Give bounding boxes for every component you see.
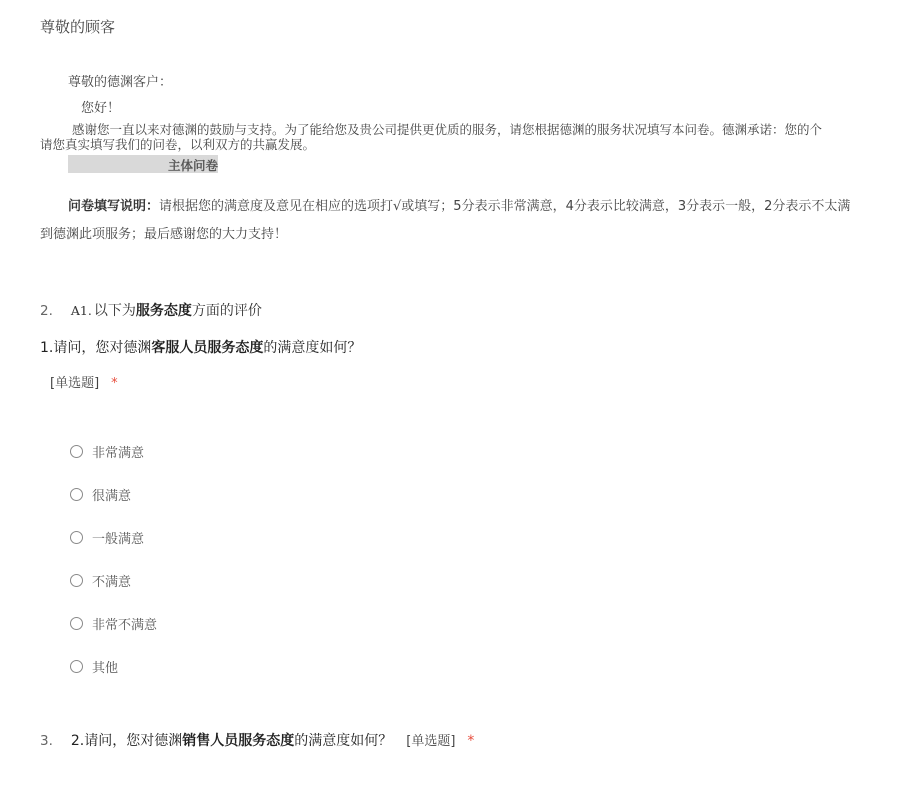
option-label: 很满意 (92, 488, 132, 504)
section-number: 2. (40, 303, 53, 319)
main-questionnaire-label: 主体问卷 (167, 158, 218, 173)
required-star: * (467, 733, 475, 749)
option-dissatisfied[interactable] (70, 570, 131, 590)
section-prefix: 以下为 (93, 303, 136, 319)
question-1-prefix: 1.请问，您对德渊 (40, 340, 152, 356)
page-title: 尊敬的顾客 (40, 18, 116, 36)
section-code: A1. (70, 303, 92, 318)
instructions-line-2: 到德渊此项服务；最后感谢您的大力支持！ (40, 227, 288, 242)
option-very-dissatisfied[interactable] (70, 613, 157, 633)
question-2-title (40, 730, 474, 750)
question-1-suffix: 的满意度如何？ (263, 340, 362, 356)
option-label: 不满意 (92, 574, 132, 590)
intro-paragraph-line-1: 感谢您一直以来对德渊的鼓励与支持。为了能给您及贵公司提供更优质的服务，请您根据德渊的服务状况填写本问卷。德渊承诺：您的个 (72, 122, 823, 137)
option-label: 非常不满意 (92, 617, 158, 633)
option-generally-satisfied[interactable] (70, 527, 144, 547)
question-1-type (50, 372, 118, 391)
radio-icon[interactable] (70, 617, 83, 630)
section-emphasis: 服务态度 (135, 303, 192, 319)
instructions-label: 问卷填写说明： (68, 199, 160, 214)
radio-icon[interactable] (70, 445, 83, 458)
question-2-prefix: 2.请问，您对德渊 (70, 733, 183, 749)
intro-paragraph-line-2: 请您真实填写我们的问卷，以利双方的共赢发展。 (40, 137, 316, 152)
radio-icon[interactable] (70, 488, 83, 501)
option-very-satisfied[interactable] (70, 441, 144, 461)
salutation-text: 尊敬的德渊客户： (68, 75, 173, 90)
question-type-badge: [单选题] (50, 376, 100, 391)
option-label: 其他 (92, 660, 119, 676)
question-2-number: 3. (40, 733, 53, 749)
radio-icon[interactable] (70, 574, 83, 587)
question-1-emphasis: 客服人员服务态度 (151, 340, 264, 356)
question-type-badge: [单选题] (406, 734, 456, 749)
section-suffix: 方面的评价 (191, 303, 262, 319)
question-2-emphasis: 销售人员服务态度 (182, 733, 295, 749)
instructions-text: 请根据您的满意度及意见在相应的选项打√或填写；5分表示非常满意，4分表示比较满意，3分表示一般，2分表示不太满 (159, 199, 851, 214)
radio-icon[interactable] (70, 531, 83, 544)
main-questionnaire-banner (68, 155, 218, 173)
option-label: 一般满意 (92, 531, 145, 547)
greeting-text: 您好！ (81, 101, 121, 116)
radio-icon[interactable] (70, 660, 83, 673)
question-1-title (40, 337, 361, 357)
option-label: 非常满意 (92, 445, 145, 461)
option-other[interactable] (70, 656, 118, 676)
question-2-suffix: 的满意度如何？ (294, 733, 393, 749)
option-quite-satisfied[interactable] (70, 484, 131, 504)
instructions-line-1 (68, 195, 850, 214)
section-heading (40, 300, 262, 320)
required-star: * (111, 376, 118, 391)
